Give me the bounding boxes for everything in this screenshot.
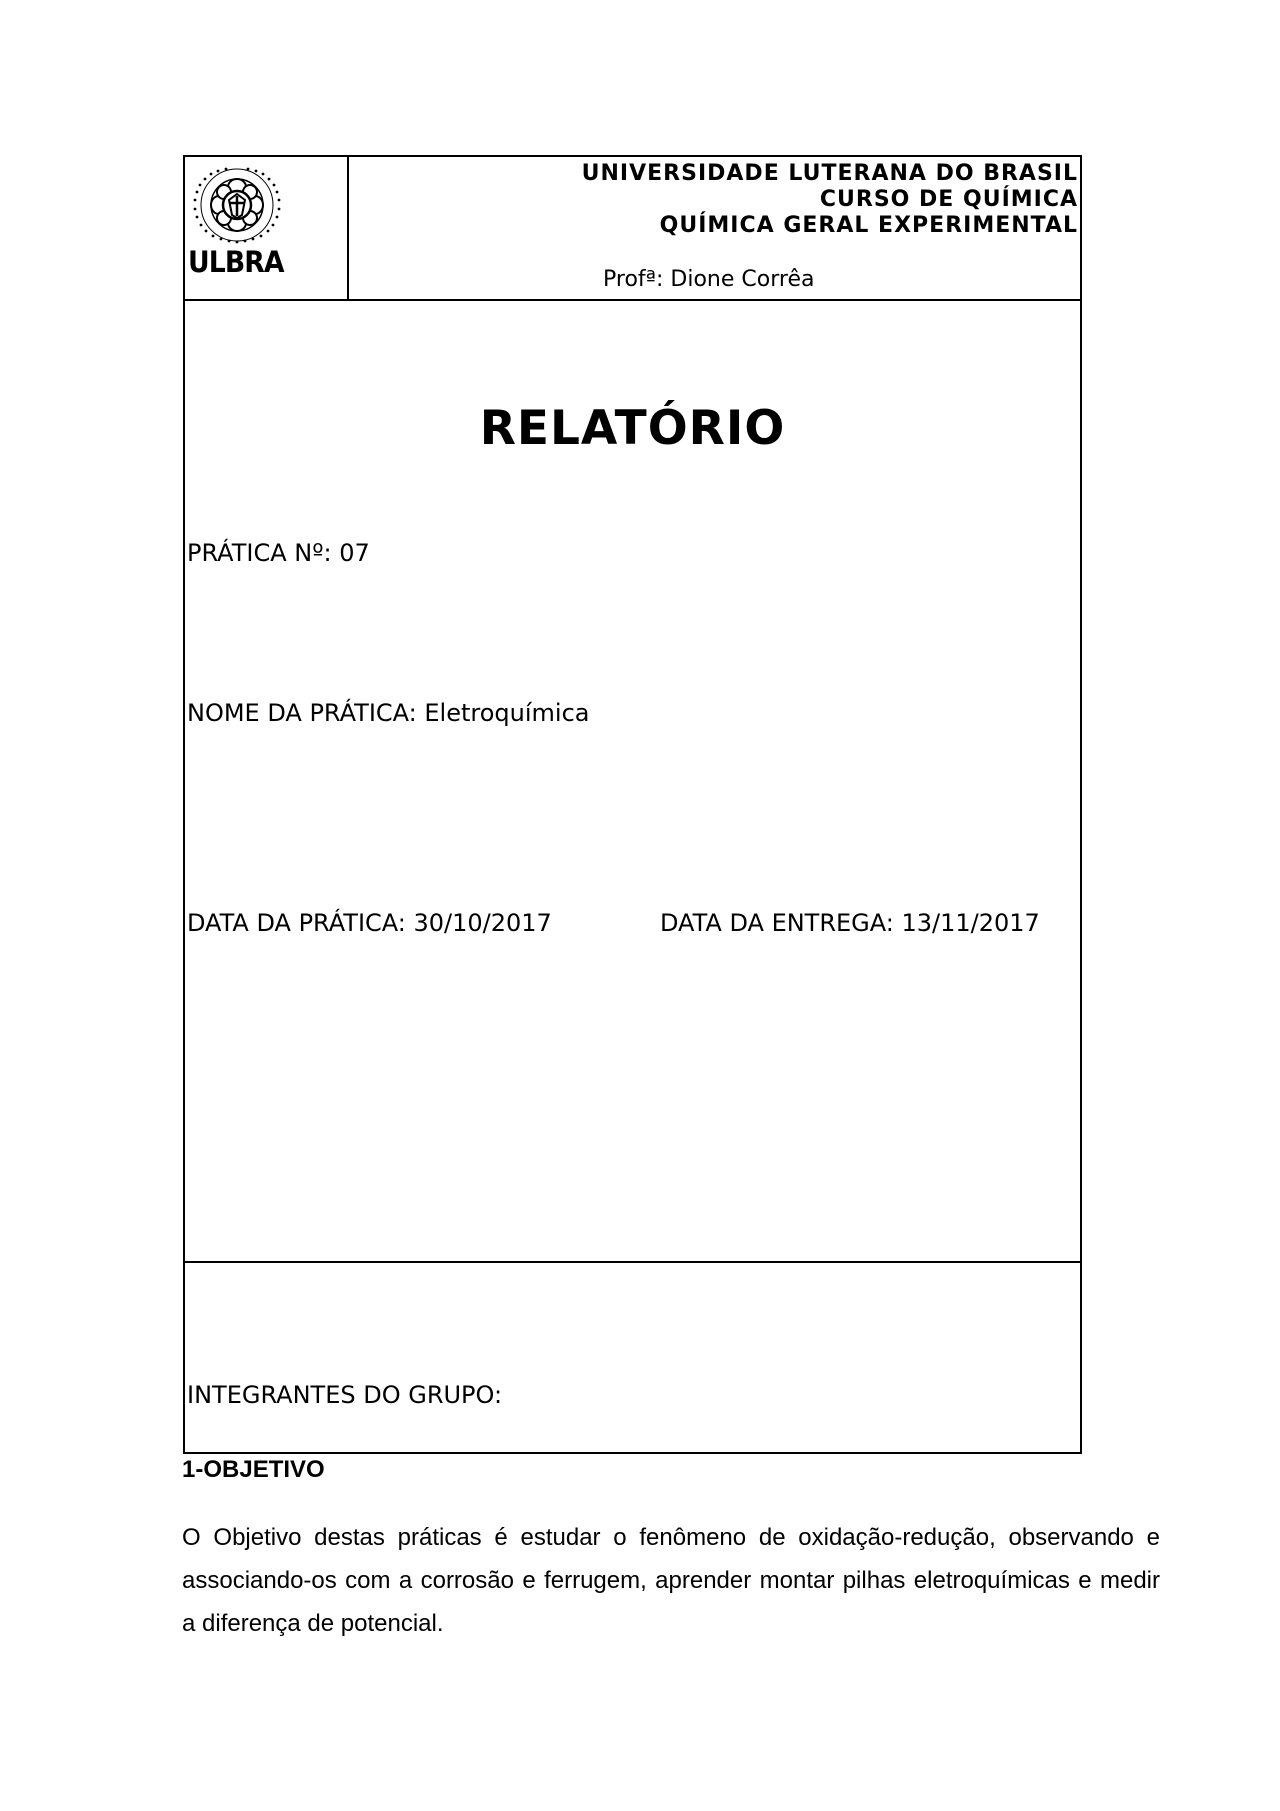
delivery-date: DATA DA ENTREGA: 13/11/2017 (660, 909, 1040, 937)
logo-cell (185, 157, 349, 299)
practice-date: DATA DA PRÁTICA: 30/10/2017 (187, 909, 552, 937)
course-name: CURSO DE QUÍMICA (819, 187, 1078, 212)
university-name: UNIVERSIDADE LUTERANA DO BRASIL (581, 161, 1078, 186)
practice-number: PRÁTICA Nº: 07 (187, 539, 370, 567)
ulbra-wordmark: ULBRA (188, 245, 284, 279)
discipline-name: QUÍMICA GERAL EXPERIMENTAL (659, 213, 1078, 238)
ulbra-seal-icon (185, 167, 295, 247)
header-row (185, 157, 1080, 301)
practice-name: NOME DA PRÁTICA: Eletroquímica (187, 699, 590, 727)
group-members-cell (185, 1263, 1080, 1452)
report-info-cell (185, 301, 1080, 1263)
cover-frame (183, 155, 1082, 1454)
institution-cell (349, 157, 1080, 299)
report-title: RELATÓRIO (479, 401, 786, 456)
group-members-label: INTEGRANTES DO GRUPO: (187, 1381, 503, 1409)
professor-name: Profª: Dione Corrêa (603, 267, 815, 292)
section-heading: 1-OBJETIVO (182, 1456, 325, 1483)
objective-paragraph: O Objetivo destas práticas é estudar o fenômeno de oxidação-redução, observando e associando-os com a corrosão e ferrugem, aprender montar pilhas eletroquímicas e medir a diferença de potencial. (182, 1524, 1160, 1637)
